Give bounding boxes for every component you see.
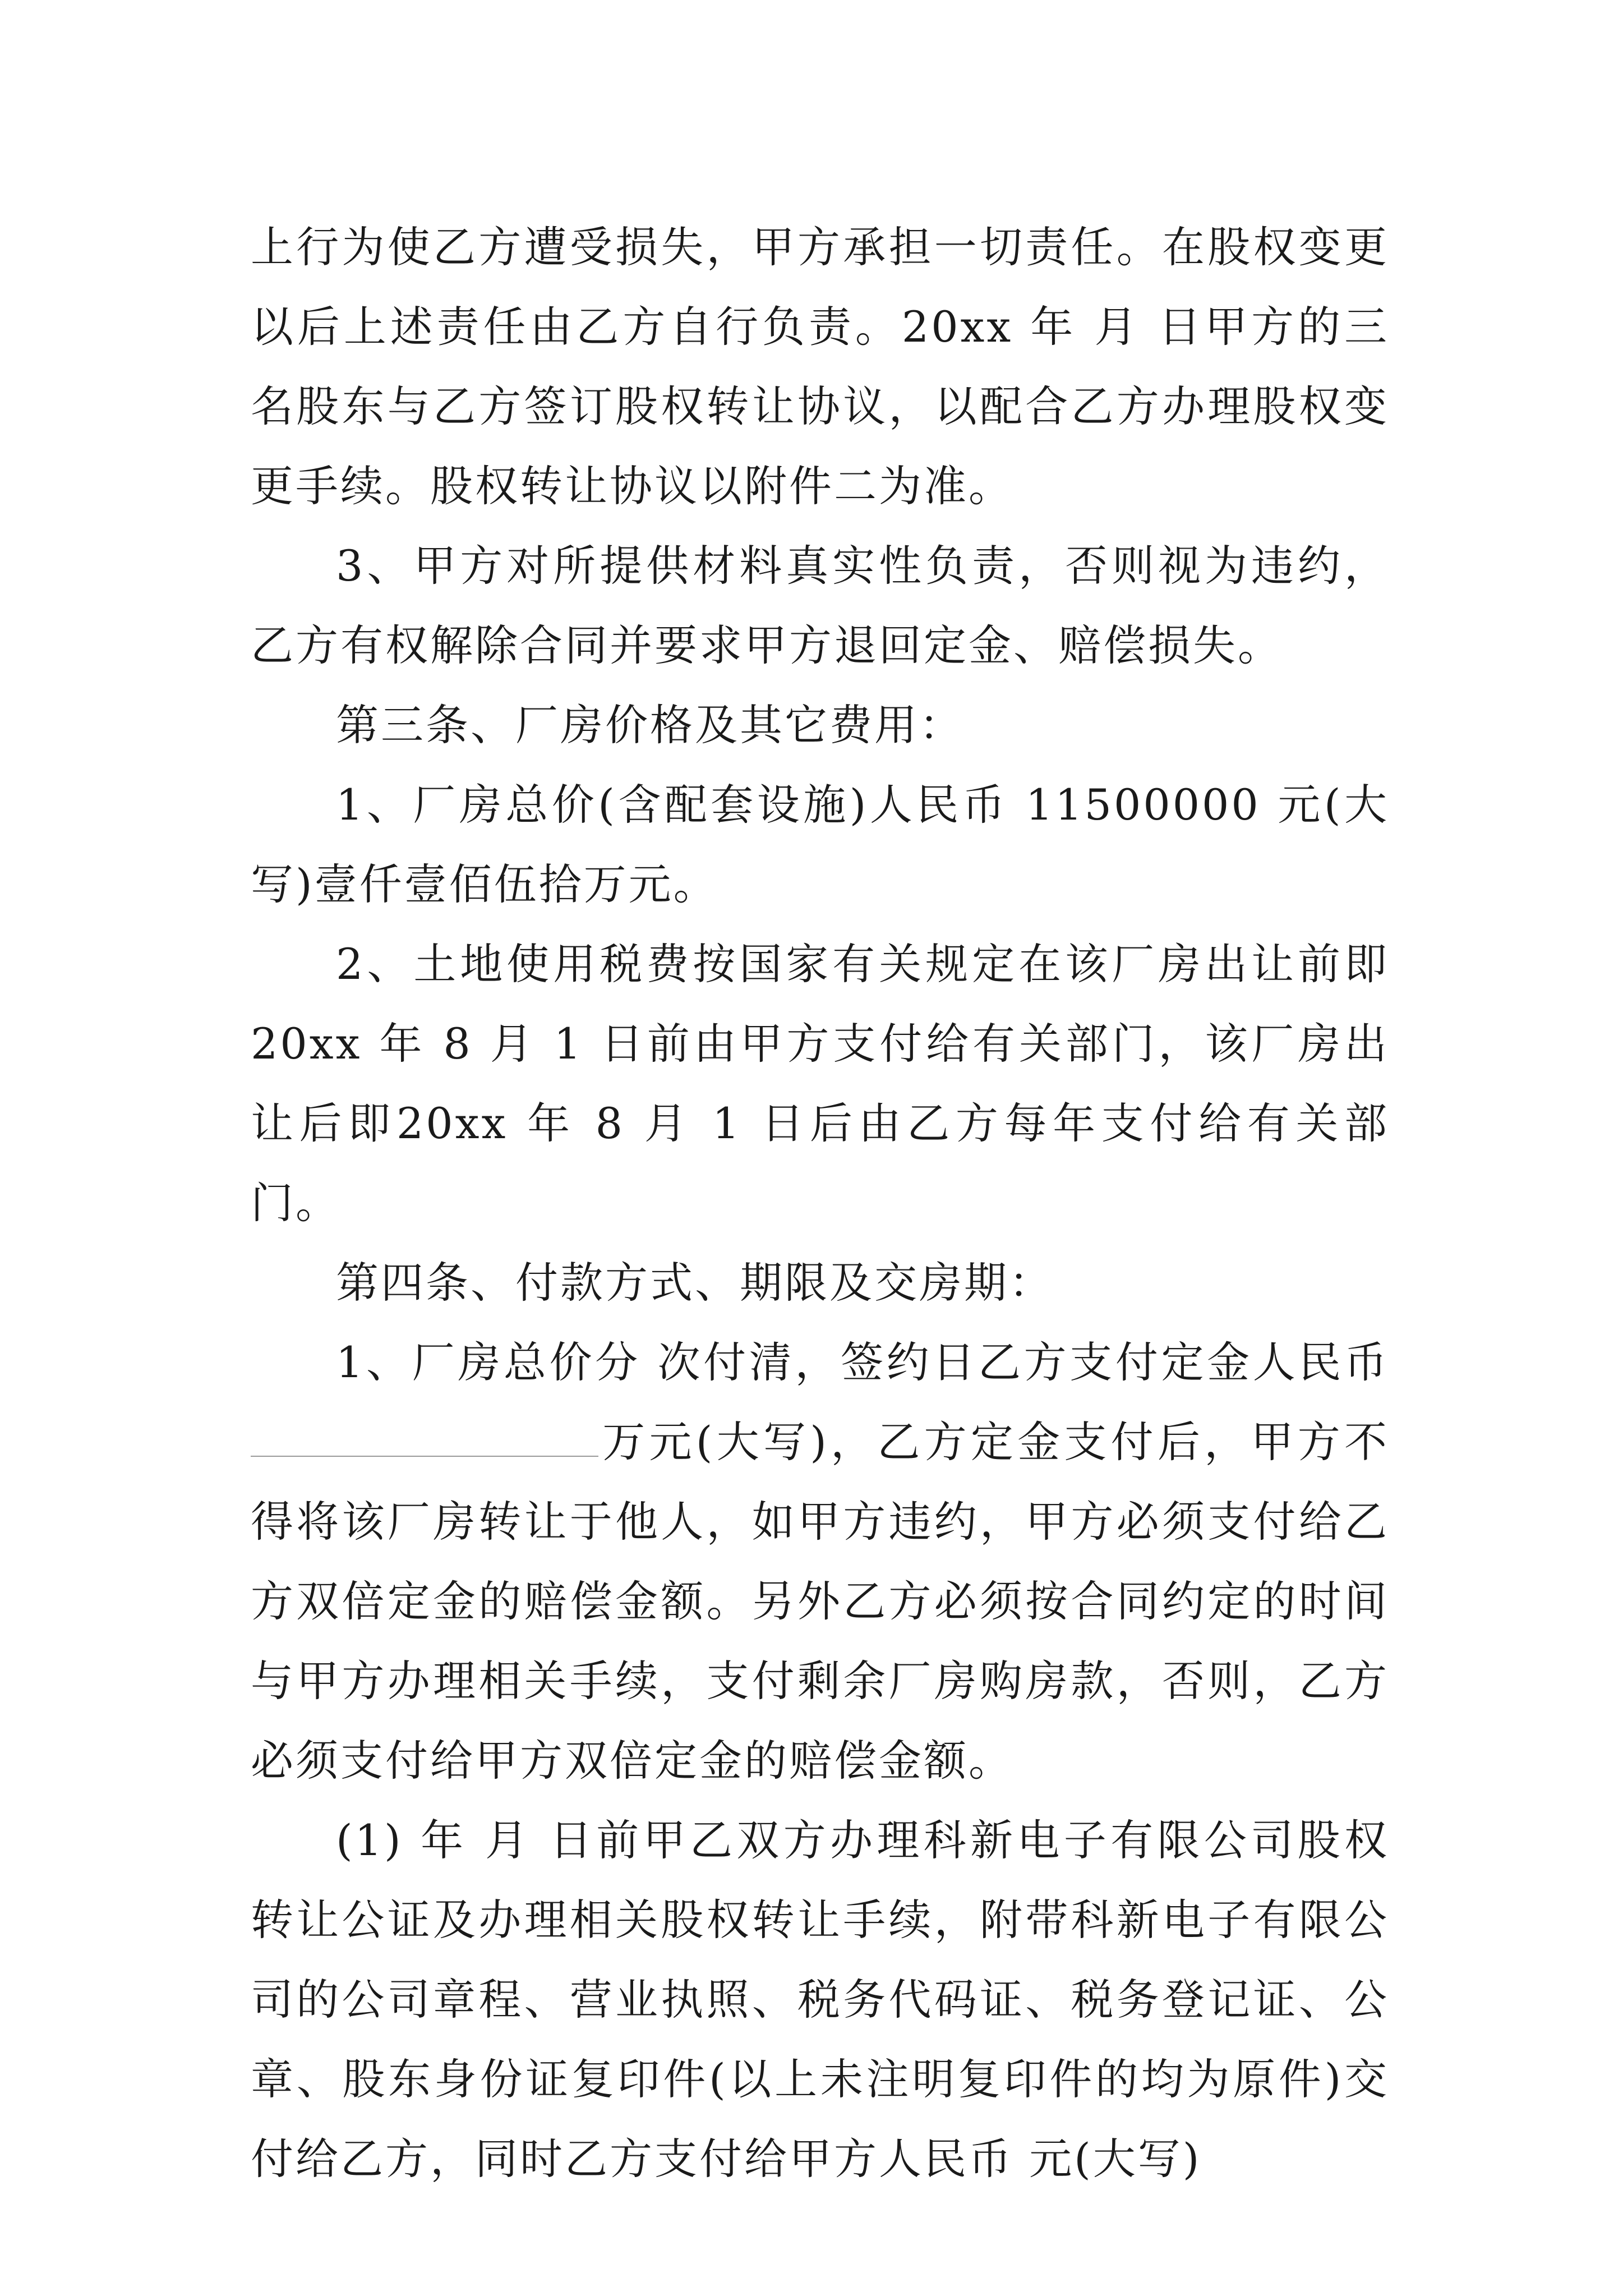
payment-terms-body: 万元(大写)，乙方定金支付后，甲方不得将该厂房转让于他人，如甲方违约，甲方必须支付给乙方双倍定金的赔偿金额。另外乙方必须按合同约定的时间与甲方办理相关手续，支付剩余厂房购房款，否则，乙方必须支付给甲方双倍定金的赔偿金额。	[251, 1417, 1389, 1786]
heading-article-3: 第三条、厂房价格及其它费用：	[336, 700, 964, 750]
paragraph-total-price: 1、厂房总价(含配套设施)人民币 11500000 元(大写)壹仟壹佰伍拾万元。	[251, 780, 1389, 909]
paragraph-material-authenticity: 3、甲方对所提供材料真实性负责，否则视为违约，乙方有权解除合同并要求甲方退回定金、赔偿损失。	[251, 541, 1389, 670]
heading-article-4: 第四条、付款方式、期限及交房期：	[336, 1258, 1054, 1308]
paragraph-payment-terms	[251, 1323, 1389, 1801]
paragraph-equity-transfer-procedure: (1) 年 月 日前甲乙双方办理科新电子有限公司股权转让公证及办理相关股权转让手续，附带科新电子有限公司的公司章程、营业执照、税务代码证、税务登记证、公章、股东身份证复印件(以上未注明复印件的均为原件)交付给乙方，同时乙方支付给甲方人民币 元(大写)	[251, 1815, 1389, 2184]
payment-terms-intro: 1、厂房总价分 次付清，签约日乙方支付定金人民币	[336, 1337, 1389, 1387]
paragraph-land-tax: 2、土地使用税费按国家有关规定在该厂房出让前即20xx 年 8 月 1 日前由甲方支付给有关部门，该厂房出让后即20xx 年 8 月 1 日后由乙方每年支付给有关部门。	[251, 939, 1389, 1228]
contract-body	[251, 208, 1389, 2199]
amount-blank-line	[251, 1416, 598, 1457]
paragraph-equity-liability: 上行为使乙方遭受损失，甲方承担一切责任。在股权变更以后上述责任由乙方自行负责。20xx 年 月 日甲方的三名股东与乙方签订股权转让协议，以配合乙方办理股权变更手续。股权转让协议以附件二为准。	[251, 222, 1389, 511]
